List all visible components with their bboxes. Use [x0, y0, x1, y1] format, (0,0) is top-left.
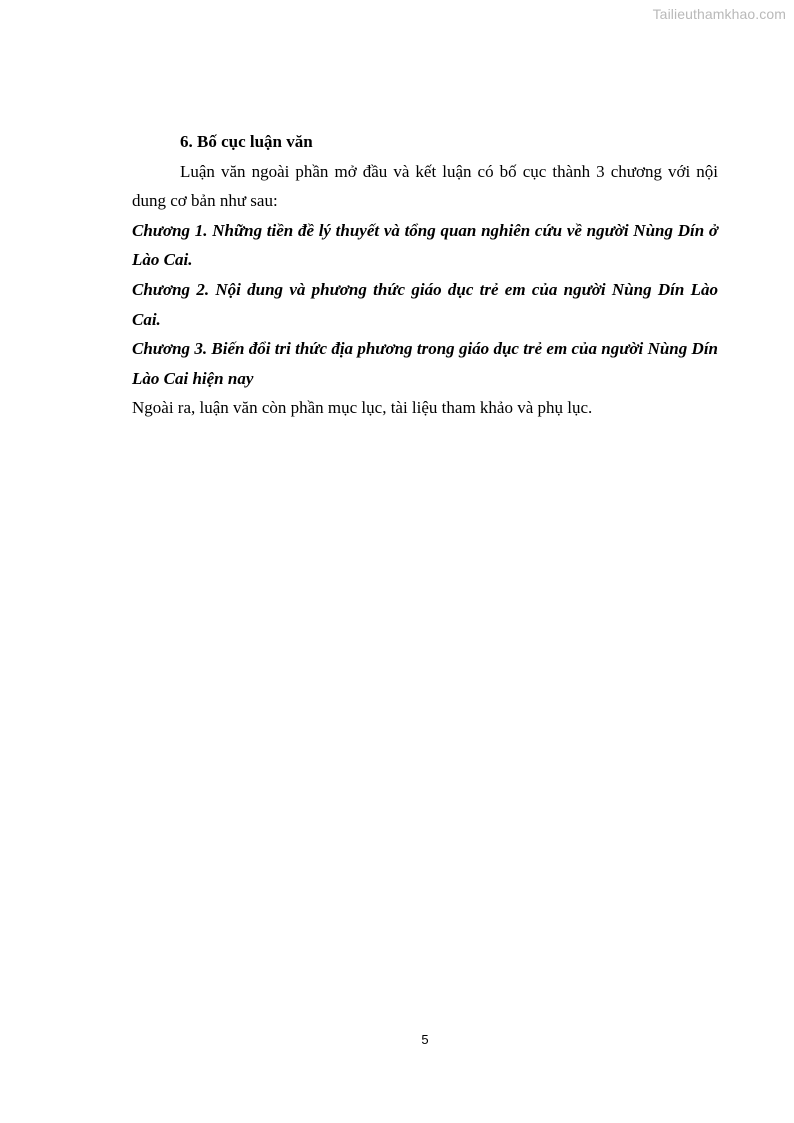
chapter-2-title: Chương 2. Nội dung và phương thức giáo dục trẻ em của người Nùng Dín Lào Cai. [132, 279, 718, 329]
closing-paragraph: Ngoài ra, luận văn còn phần mục lục, tài liệu tham khảo và phụ lục. [132, 398, 593, 418]
chapter-1-title: Chương 1. Những tiền đề lý thuyết và tổng quan nghiên cứu về người Nùng Dín ở Lào Cai. [132, 220, 718, 270]
section-heading: 6. Bố cục luận văn [180, 132, 313, 151]
intro-paragraph: Luận văn ngoài phần mở đầu và kết luận có bố cục thành 3 chương với nội dung cơ bản như sau: [132, 161, 718, 211]
chapter-3-title: Chương 3. Biến đổi tri thức địa phương trong giáo dục trẻ em của người Nùng Dín Lào Cai hiện nay [132, 339, 718, 388]
watermark: Tailieuthamkhao.com [652, 6, 786, 22]
document-body [132, 127, 718, 423]
page-number: 5 [421, 1032, 429, 1047]
